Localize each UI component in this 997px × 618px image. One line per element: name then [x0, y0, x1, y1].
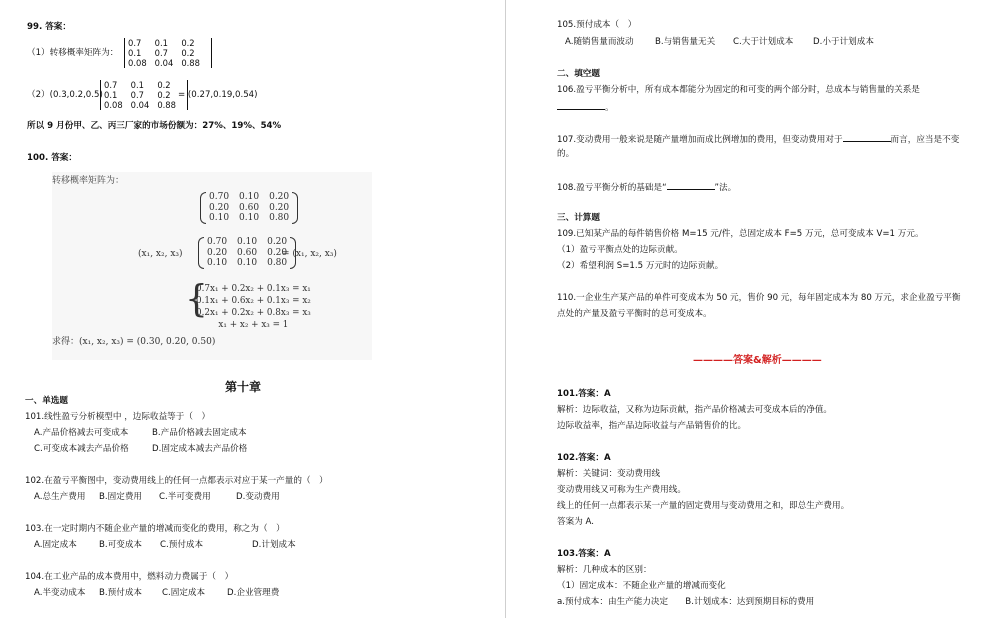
matrix-cell: 0.1: [104, 90, 118, 100]
option-104-2: C.固定成本: [162, 588, 206, 598]
matrix-cell: 0.20: [269, 202, 290, 213]
matrix-cell: 0.04: [154, 58, 174, 68]
a102-line: 102.答案：A: [557, 453, 611, 463]
matrix-cell: 0.04: [130, 100, 150, 110]
a101-line: 解析：边际收益，又称为边际贡献，指产品价格减去可变成本后的净值。: [557, 405, 833, 415]
q107-line1: [557, 133, 959, 145]
matrix-cell: 0.2: [181, 38, 195, 48]
a102-line: 答案为 A.: [557, 517, 594, 527]
q99-matrix-1: [124, 38, 212, 68]
a101-line: 101.答案：A: [557, 389, 611, 399]
option-102-2: C.半可变费用: [159, 492, 211, 502]
equation-brace: {: [185, 277, 208, 321]
option-101-3: D.固定成本减去产品价格: [152, 444, 248, 454]
a102-line: 解析：关键词：变动费用线: [557, 469, 661, 479]
option-102-3: D.变动费用: [236, 492, 280, 502]
question-stem-101: 101.线性盈亏分析模型中 ，边际收益等于（ ）: [25, 412, 211, 422]
option-104-3: D.企业管理费: [227, 588, 280, 598]
a103-line: 解析：几种成本的区别：: [557, 565, 652, 575]
matrix-cell: 0.60: [237, 247, 258, 258]
option-103-1: B.可变成本: [99, 540, 143, 550]
q105-option-d: D.小于计划成本: [813, 37, 874, 47]
matrix-cell: 0.20: [209, 202, 230, 213]
matrix-cell: 0.60: [239, 202, 260, 213]
q108-line: [557, 181, 736, 193]
q100-solution: 求得：(x₁, x₂, x₃) = (0.30, 0.20, 0.50): [52, 337, 216, 347]
q108-text-a: 108.盈亏平衡分析的基础是“: [557, 183, 667, 193]
a103-line: a.预付成本：由生产能力决定 B.计划成本：达到预期目标的费用: [557, 597, 815, 607]
q107-text-b: 而言，应当是不变: [890, 135, 960, 145]
matrix-cell: 0.88: [157, 100, 176, 110]
q100-equations: [194, 282, 313, 332]
matrix-cell: 0.20: [267, 237, 288, 247]
matrix-cell: 0.70: [209, 192, 230, 202]
q109-part2: （2）希望利润 S=1.5 万元时的边际贡献。: [557, 261, 724, 271]
matrix-cell: 0.2: [157, 90, 171, 100]
matrix-cell: 0.7: [104, 80, 118, 90]
q100-vector-left: (x₁, x₂, x₃): [138, 249, 183, 259]
q105-option-c: C.大于计划成本: [733, 37, 794, 47]
matrix-cell: 0.20: [207, 247, 228, 258]
option-101-1: B.产品价格减去固定成本: [152, 428, 247, 438]
a103-line: 103.答案：A: [557, 549, 611, 559]
a102-line: 变动费用线又可称为生产费用线。: [557, 485, 686, 495]
section-fill-blank: 二、填空题: [557, 69, 600, 79]
q100-title: 100. 答案：: [27, 153, 77, 163]
q108-text-b: ”法。: [714, 183, 737, 193]
matrix-cell: 0.1: [128, 48, 142, 58]
matrix-cell: 0.80: [269, 213, 290, 223]
q100-vector-right: = (x₁, x₂, x₃): [282, 249, 337, 259]
matrix-cell: 0.2: [157, 80, 171, 90]
option-104-0: A.半变动成本: [34, 588, 86, 598]
option-102-0: A.总生产费用: [34, 492, 86, 502]
option-101-0: A.产品价格减去可变成本: [34, 428, 129, 438]
option-103-3: D.计划成本: [252, 540, 296, 550]
matrix-cell: 0.7: [154, 48, 168, 58]
q107-text-a: 107.变动费用一般来说是随产量增加而成比例增加的费用，但变动费用对于: [557, 135, 843, 145]
q99-title: 99. 答案：: [27, 22, 71, 32]
q109-stem: 109.已知某产品的每件销售价格 M=15 元/件，总固定成本 F=5 万元，总可变成本 V=1 万元。: [557, 229, 924, 239]
matrix-cell: 0.70: [207, 237, 228, 247]
q99-part2-result: = (0.27,0.19,0.54): [178, 90, 258, 100]
page-divider: [505, 0, 506, 618]
a101-line: 边际收益率，指产品边际收益与产品销售价的比。: [557, 421, 747, 431]
q100-scanned-solution: [52, 172, 372, 360]
matrix-cell: 0.1: [130, 80, 144, 90]
matrix-cell: 0.08: [104, 100, 123, 110]
option-101-2: C.可变成本减去产品价格: [34, 444, 129, 454]
q105-option-b: B.与销售量无关: [655, 37, 716, 47]
option-103-0: A.固定成本: [34, 540, 77, 550]
q99-conclusion: 所以 9 月份甲、乙、丙三厂家的市场份额为：27%、19%、54%: [27, 121, 282, 131]
q99-part2-vector: （2）(0.3,0.2,0.5): [27, 90, 103, 100]
section-single-choice: 一、单选题: [25, 396, 68, 406]
question-stem-104: 104.在工业产品的成本费用中，燃料动力费属于（ ）: [25, 572, 234, 582]
matrix-cell: 0.10: [237, 237, 258, 247]
option-103-2: C.预付成本: [160, 540, 204, 550]
q105-stem: 105.预付成本（ ）: [557, 20, 637, 30]
chapter-title: 第十章: [225, 380, 262, 394]
section-calculation: 三、计算题: [557, 213, 600, 223]
matrix-cell: 0.1: [154, 38, 168, 48]
matrix-cell: 0.80: [267, 258, 288, 268]
option-102-1: B.固定费用: [99, 492, 143, 502]
q106-end: 。: [605, 103, 614, 113]
q110-line1: 110.一企业生产某产品的单件可变成本为 50 元，售价 90 元，每年固定成本为 80 万元，求企业盈亏平衡: [557, 293, 961, 303]
matrix-cell: 0.10: [239, 192, 260, 202]
matrix-cell: 0.7: [130, 90, 144, 100]
left-page: [0, 0, 498, 618]
a103-line: （1）固定成本：不随企业产量的增减而变化: [557, 581, 726, 591]
q106-blank-line: [557, 101, 614, 113]
q99-matrix-2: [100, 80, 188, 110]
equation-line: 0.1x₁ + 0.6x₂ + 0.1x₃ = x₂: [196, 296, 311, 306]
matrix-cell: 0.08: [128, 58, 147, 68]
matrix-cell: 0.10: [239, 213, 260, 223]
question-stem-102: 102.在盈亏平衡图中，变动费用线上的任何一点都表示对应于某一产量的（ ）: [25, 476, 328, 486]
right-page: [510, 0, 997, 618]
matrix-cell: 0.10: [207, 258, 228, 268]
question-stem-103: 103.在一定时期内不随企业产量的增减而变化的费用，称之为（ ）: [25, 524, 285, 534]
matrix-cell: 0.10: [209, 213, 230, 223]
q110-line2: 点处的产量及盈亏平衡时的总可变成本。: [557, 309, 712, 319]
equation-line: 0.7x₁ + 0.2x₂ + 0.1x₃ = x₁: [196, 284, 311, 294]
equation-line: x₁ + x₂ + x₃ = 1: [218, 320, 289, 330]
matrix-cell: 0.10: [237, 258, 258, 268]
matrix-cell: 0.88: [181, 58, 200, 68]
a102-line: 线上的任何一点都表示某一产量的固定费用与变动费用之和，即总生产费用。: [557, 501, 850, 511]
q109-part1: （1）盈亏平衡点处的边际贡献。: [557, 245, 683, 255]
option-104-1: B.预付成本: [99, 588, 143, 598]
q100-matrix-1: [200, 192, 298, 224]
equation-line: 0.2x₁ + 0.2x₂ + 0.8x₃ = x₃: [196, 308, 311, 318]
q100-scan-heading: 转移概率矩阵为：: [52, 176, 125, 186]
matrix-cell: 0.7: [128, 38, 142, 48]
answer-section-heading: ————答案&解析————: [693, 355, 822, 366]
q105-option-a: A.随销售量而波动: [565, 37, 634, 47]
q99-part1-label: （1）转移概率矩阵为：: [27, 48, 119, 58]
q107-line2: 的。: [557, 149, 575, 159]
matrix-cell: 0.20: [269, 192, 290, 202]
matrix-cell: 0.2: [181, 48, 195, 58]
q106-line: 106.盈亏平衡分析中，所有成本都能分为固定的和可变的两个部分时，总成本与销售量的关系是: [557, 85, 920, 95]
matrix-cell: 0.20: [267, 247, 288, 258]
